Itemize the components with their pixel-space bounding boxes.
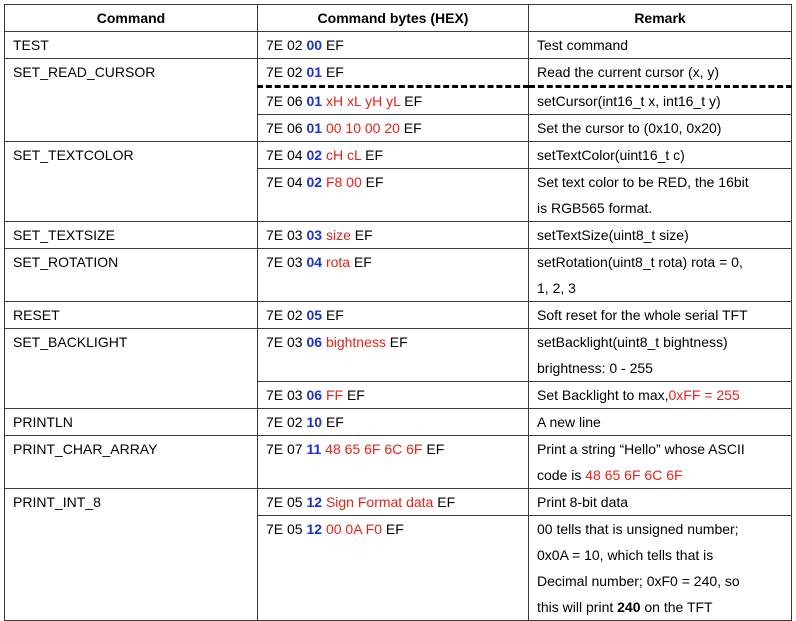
command-bytes: 7E 02 10 EF bbox=[258, 409, 529, 436]
command-bytes: 7E 05 12 00 0A F0 EF bbox=[258, 516, 529, 621]
command-remark: Set the cursor to (0x10, 0x20) bbox=[529, 115, 792, 142]
command-bytes: 7E 03 06 bightness EF bbox=[258, 329, 529, 382]
command-code: 12 bbox=[306, 521, 323, 537]
command-args: cH cL bbox=[322, 147, 362, 163]
command-remark: setTextColor(uint16_t c) bbox=[529, 142, 792, 169]
command-code: 02 bbox=[306, 147, 323, 163]
table-header-row bbox=[5, 5, 792, 32]
table-row bbox=[5, 436, 792, 489]
command-bytes: 7E 04 02 cH cL EF bbox=[258, 142, 529, 169]
command-remark: Print a string “Hello” whose ASCII code is 48 65 6F 6C 6F bbox=[529, 436, 792, 489]
command-code: 01 bbox=[306, 64, 323, 80]
command-remark: setRotation(uint8_t rota) rota = 0, 1, 2, 3 bbox=[529, 249, 792, 302]
command-args: 48 65 6F 6C 6F bbox=[321, 441, 423, 457]
command-remark: Read the current cursor (x, y) bbox=[529, 59, 792, 87]
command-args: Sign Format data bbox=[322, 494, 434, 510]
command-name: RESET bbox=[5, 302, 258, 329]
command-name: PRINT_INT_8 bbox=[5, 489, 258, 621]
command-remark: setBacklight(uint8_t bightness) brightness: 0 - 255 bbox=[529, 329, 792, 382]
command-remark: 00 tells that is unsigned number; 0x0A = 10, which tells that is Decimal number; 0xF0 = 240, so this will print 240 on the TFT bbox=[529, 516, 792, 621]
table-row bbox=[5, 489, 792, 516]
command-args: xH xL yH yL bbox=[322, 93, 401, 109]
command-remark: Print 8-bit data bbox=[529, 489, 792, 516]
command-code: 03 bbox=[306, 227, 323, 243]
header-bytes: Command bytes (HEX) bbox=[258, 5, 529, 32]
command-bytes: 7E 04 02 F8 00 EF bbox=[258, 169, 529, 222]
table-row bbox=[5, 32, 792, 59]
command-code: 01 bbox=[306, 120, 323, 136]
command-bytes: 7E 03 06 FF EF bbox=[258, 382, 529, 409]
command-code: 02 bbox=[306, 174, 323, 190]
command-remark: setTextSize(uint8_t size) bbox=[529, 222, 792, 249]
command-remark: setCursor(int16_t x, int16_t y) bbox=[529, 87, 792, 115]
command-bytes: 7E 07 11 48 65 6F 6C 6F EF bbox=[258, 436, 529, 489]
header-command: Command bbox=[5, 5, 258, 32]
command-bytes: 7E 02 01 EF bbox=[258, 59, 529, 87]
command-code: 11 bbox=[306, 441, 322, 457]
command-bytes: 7E 03 03 size EF bbox=[258, 222, 529, 249]
command-code: 06 bbox=[306, 387, 323, 403]
table-row bbox=[5, 329, 792, 382]
command-table bbox=[4, 4, 792, 621]
command-remark: Set Backlight to max,0xFF = 255 bbox=[529, 382, 792, 409]
header-remark: Remark bbox=[529, 5, 792, 32]
command-remark: Soft reset for the whole serial TFT bbox=[529, 302, 792, 329]
command-args: bightness bbox=[322, 334, 386, 350]
command-args: 00 10 00 20 bbox=[322, 120, 400, 136]
command-code: 05 bbox=[306, 307, 323, 323]
command-args: 00 0A F0 bbox=[322, 521, 382, 537]
table-row bbox=[5, 222, 792, 249]
command-remark: A new line bbox=[529, 409, 792, 436]
command-code: 04 bbox=[306, 254, 323, 270]
command-code: 01 bbox=[306, 93, 323, 109]
command-args: F8 00 bbox=[322, 174, 362, 190]
command-bytes: 7E 02 05 EF bbox=[258, 302, 529, 329]
command-remark: Test command bbox=[529, 32, 792, 59]
command-bytes: 7E 06 01 xH xL yH yL EF bbox=[258, 87, 529, 115]
command-args: size bbox=[322, 227, 351, 243]
command-code: 00 bbox=[306, 37, 323, 53]
command-args: rota bbox=[322, 254, 351, 270]
command-name: SET_READ_CURSOR bbox=[5, 59, 258, 142]
command-name: PRINT_CHAR_ARRAY bbox=[5, 436, 258, 489]
table-row bbox=[5, 59, 792, 87]
command-name: SET_ROTATION bbox=[5, 249, 258, 302]
table-row bbox=[5, 302, 792, 329]
command-name: SET_TEXTSIZE bbox=[5, 222, 258, 249]
command-name: SET_TEXTCOLOR bbox=[5, 142, 258, 222]
command-code: 12 bbox=[306, 494, 323, 510]
command-name: SET_BACKLIGHT bbox=[5, 329, 258, 409]
command-bytes: 7E 02 00 EF bbox=[258, 32, 529, 59]
command-bytes: 7E 05 12 Sign Format data EF bbox=[258, 489, 529, 516]
command-remark: Set text color to be RED, the 16bit is RGB565 format. bbox=[529, 169, 792, 222]
table-row bbox=[5, 409, 792, 436]
command-name: PRINTLN bbox=[5, 409, 258, 436]
command-code: 10 bbox=[306, 414, 323, 430]
command-bytes: 7E 06 01 00 10 00 20 EF bbox=[258, 115, 529, 142]
table-row bbox=[5, 142, 792, 169]
command-args: FF bbox=[322, 387, 344, 403]
table-row bbox=[5, 249, 792, 302]
command-bytes: 7E 03 04 rota EF bbox=[258, 249, 529, 302]
command-code: 06 bbox=[306, 334, 323, 350]
command-name: TEST bbox=[5, 32, 258, 59]
